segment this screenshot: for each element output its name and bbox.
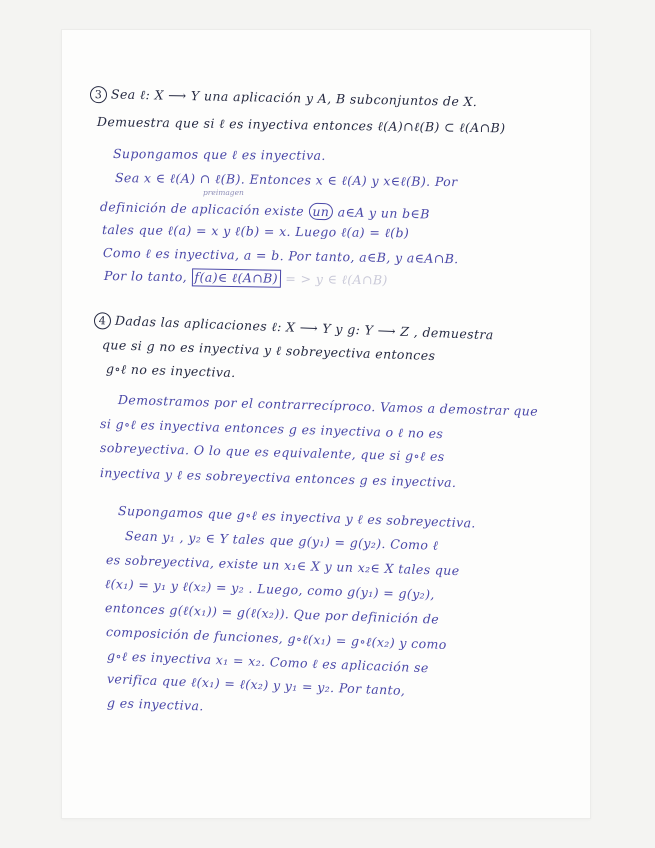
ex4-proof-line-8: ℓ(x₁) = y₁ y ℓ(x₂) = y₂ . Luego, como g(y₁) = g(y₂), <box>104 576 435 602</box>
ex4-proof-line-1: Demostramos por el contrarrecíproco. Vamos a demostrar que <box>117 392 539 419</box>
ex3-annotation-preimagen: preimagen <box>203 188 244 197</box>
ex3-proof-line-2: Sea x ∈ ℓ(A) ∩ ℓ(B). Entonces x ∈ ℓ(A) y x∈ℓ(B). Por <box>114 170 458 190</box>
ex4-proof-line-9: entonces g(ℓ(x₁)) = g(ℓ(x₂)). Que por definición de <box>104 600 440 627</box>
ex3-proof-line-4: tales que ℓ(a) = x y ℓ(b) = x. Luego ℓ(a) = ℓ(b) <box>101 222 410 241</box>
ex3-proof-line-5: Como ℓ es inyectiva, a = b. Por tanto, a∈B, y a∈A∩B. <box>102 245 459 267</box>
ex4-statement-line-3: g∘ℓ no es inyectiva. <box>105 361 236 381</box>
ex4-proof-line-10: composición de funciones, g∘ℓ(x₁) = g∘ℓ(x₂) y como <box>105 624 447 653</box>
ex4-number: 4 <box>94 312 112 330</box>
ex3-boxed-conclusion: f(a)∈ ℓ(A∩B) <box>191 268 281 287</box>
ex3-number: 3 <box>90 86 107 103</box>
ex3-proof-line-6: Por lo tanto, f(a)∈ ℓ(A∩B) = > y ∈ ℓ(A∩B) <box>103 268 388 288</box>
ex4-proof-line-6: Sean y₁ , y₂ ∈ Y tales que g(y₁) = g(y₂). Como ℓ <box>124 528 439 553</box>
ex3-statement-line-1: 3 Sea ℓ: X ⟶ Y una aplicación y A, B subconjuntos de X. <box>90 86 478 111</box>
ex3-circled-word: un <box>308 203 333 221</box>
ex4-proof-line-7: es sobreyectiva, existe un x₁∈ X y un x₂∈ X tales que <box>105 552 460 579</box>
ex4-proof-line-4: inyectiva y ℓ es sobreyectiva entonces g es inyectiva. <box>99 465 457 490</box>
ex4-proof-line-2: si g∘ℓ es inyectiva entonces g es inyectiva o ℓ no es <box>99 416 444 442</box>
ex4-statement-line-1: 4 Dadas las aplicaciones ℓ: X ⟶ Y y g: Y ⟶ Z , demuestra <box>94 312 494 344</box>
ex4-statement-line-2: que si g no es inyectiva y ℓ sobreyectiva entonces <box>101 337 436 364</box>
ex3-statement-line-2: Demuestra que si ℓ es inyectiva entonces ℓ(A)∩ℓ(B) ⊂ ℓ(A∩B) <box>96 114 506 136</box>
ex4-proof-line-11: g∘ℓ es inyectiva x₁ = x₂. Como ℓ es aplicación se <box>106 648 429 676</box>
ex3-proof-line-3: definición de aplicación existe un a∈A y un b∈B <box>99 199 430 222</box>
ex4-proof-line-12: verifica que ℓ(x₁) = ℓ(x₂) y y₁ = y₂. Por tanto, <box>106 671 406 698</box>
ex4-proof-line-5: Supongamos que g∘ℓ es inyectiva y ℓ es sobreyectiva. <box>117 503 477 531</box>
ex3-faint-conclusion: = > y ∈ ℓ(A∩B) <box>285 270 388 288</box>
ex4-proof-line-13: g es inyectiva. <box>106 695 204 714</box>
ex3-proof-line-1: Supongamos que ℓ es inyectiva. <box>112 146 326 163</box>
ex4-proof-line-3: sobreyectiva. O lo que es equivalente, que si g∘ℓ es <box>99 440 445 465</box>
